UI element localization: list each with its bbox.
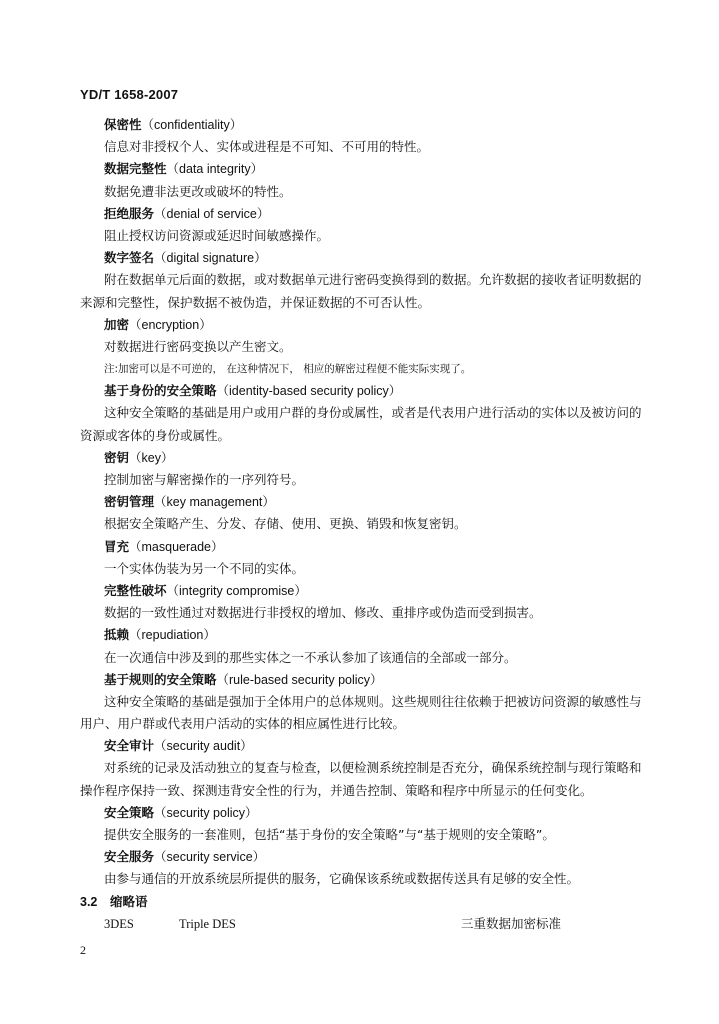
term-zh: 保密性 bbox=[104, 117, 142, 132]
term-en: （identity-based security policy） bbox=[216, 384, 402, 399]
section-heading bbox=[80, 891, 660, 913]
term-zh: 安全服务 bbox=[104, 849, 155, 865]
term-zh: 加密 bbox=[104, 316, 130, 332]
term-en: （digital signature） bbox=[154, 251, 267, 266]
term-zh: 抵赖 bbox=[104, 627, 130, 643]
term-note: 注:加密可以是不可逆的， 在这种情况下， 相应的解密过程便不能实际实现了。 bbox=[104, 363, 472, 376]
term-definition: 根据安全策略产生、分发、存储、使用、更换、销毁和恢复密钥。 bbox=[104, 516, 467, 532]
term-definition: 数据的一致性通过对数据进行非授权的增加、修改、重排序或伪造而受到损害。 bbox=[104, 605, 542, 621]
term-en: （security policy） bbox=[154, 805, 258, 820]
abbreviation: 3DES bbox=[104, 916, 134, 931]
term-heading bbox=[80, 580, 660, 602]
section-title: 缩略语 bbox=[110, 893, 148, 909]
term-en: （denial of service） bbox=[154, 206, 270, 221]
term-definition: 控制加密与解密操作的一序列符号。 bbox=[104, 472, 305, 487]
term-en: （key） bbox=[129, 450, 174, 465]
term-en: （security service） bbox=[154, 850, 266, 865]
term-heading bbox=[80, 491, 660, 513]
term-zh: 密钥管理 bbox=[104, 494, 155, 510]
term-en: （data integrity） bbox=[166, 162, 264, 177]
page-number: 2 bbox=[80, 943, 86, 957]
term-zh: 基于身份的安全策略 bbox=[104, 383, 217, 399]
term-definition: 数据免遭非法更改或破坏的特性。 bbox=[104, 183, 292, 199]
term-en: （encryption） bbox=[129, 317, 212, 332]
term-heading bbox=[80, 846, 660, 868]
term-definition: 这种安全策略的基础是强加于全体用户的总体规则。这些规则往往依赖于把被访问资源的敏感性与 bbox=[104, 693, 642, 709]
term-en: （rule-based security policy） bbox=[216, 672, 383, 687]
term-heading bbox=[80, 314, 660, 336]
term-heading bbox=[80, 380, 660, 402]
term-en: （repudiation） bbox=[129, 628, 216, 643]
term-zh: 密钥 bbox=[104, 449, 130, 465]
term-heading bbox=[80, 802, 660, 824]
term-heading bbox=[80, 536, 660, 558]
term-definition: 提供安全服务的一套准则，包括“基于身份的安全策略”与“基于规则的安全策略”。 bbox=[104, 827, 555, 842]
term-definition: 对数据进行密码变换以产生密文。 bbox=[104, 338, 292, 354]
term-heading bbox=[80, 669, 660, 691]
term-zh: 数字签名 bbox=[104, 250, 155, 266]
term-definition: 在一次通信中涉及到的那些实体之一不承认参加了该通信的全部或一部分。 bbox=[104, 649, 517, 665]
term-zh: 拒绝服务 bbox=[104, 205, 155, 221]
term-zh: 数据完整性 bbox=[104, 161, 167, 177]
term-definition: 信息对非授权个人、实体或进程是不可知、不可用的特性。 bbox=[104, 139, 430, 155]
term-en: （key management） bbox=[154, 495, 275, 510]
document-body bbox=[80, 114, 660, 935]
term-heading bbox=[80, 735, 660, 757]
term-zh: 安全审计 bbox=[104, 738, 155, 754]
term-definition: 用户、用户群或代表用户活动的实体的相应属性进行比较。 bbox=[80, 716, 406, 732]
term-zh: 安全策略 bbox=[104, 804, 155, 820]
term-definition: 由参与通信的开放系统层所提供的服务，它确保该系统或数据传送具有足够的安全性。 bbox=[104, 871, 580, 887]
term-definition: 一个实体伪装为另一个不同的实体。 bbox=[104, 560, 305, 576]
term-heading bbox=[80, 158, 660, 180]
term-en: （integrity compromise） bbox=[166, 583, 307, 598]
standard-number: YD/T 1658-2007 bbox=[80, 87, 179, 102]
term-en: （security audit） bbox=[154, 739, 253, 754]
term-definition: 对系统的记录及活动独立的复查与检查，以便检测系统控制是否充分，确保系统控制与现行策略和 bbox=[104, 760, 642, 776]
term-definition: 附在数据单元后面的数据，或对数据单元进行密码变换得到的数据。允许数据的接收者证明数据的 bbox=[104, 272, 642, 288]
abbreviation-row bbox=[80, 913, 660, 935]
term-en: （confidentiality） bbox=[141, 118, 243, 132]
term-definition: 来源和完整性，保护数据不被伪造，并保证数据的不可否认性。 bbox=[80, 294, 431, 310]
term-definition: 这种安全策略的基础是用户或用户群的身份或属性，或者是代表用户进行活动的实体以及被访问的 bbox=[104, 405, 642, 421]
term-definition: 阻止授权访问资源或延迟时间敏感操作。 bbox=[104, 227, 330, 243]
term-zh: 冒充 bbox=[104, 538, 130, 554]
term-heading bbox=[80, 447, 660, 469]
section-number: 3.2 bbox=[80, 894, 98, 909]
term-heading bbox=[80, 114, 660, 136]
term-zh: 完整性破坏 bbox=[104, 582, 167, 598]
term-heading bbox=[80, 203, 660, 225]
term-definition: 资源或客体的身份或属性。 bbox=[80, 427, 231, 443]
term-zh: 基于规则的安全策略 bbox=[104, 671, 217, 687]
term-definition: 操作程序保持一致、探测违背安全性的行为，并通告控制、策略和程序中所显示的任何变化。 bbox=[80, 782, 593, 798]
term-en: （masquerade） bbox=[129, 539, 224, 554]
abbreviation-zh: 三重数据加密标准 bbox=[461, 915, 562, 931]
abbreviation-full: Triple DES bbox=[179, 916, 236, 931]
term-heading bbox=[80, 624, 660, 646]
term-heading bbox=[80, 247, 660, 269]
